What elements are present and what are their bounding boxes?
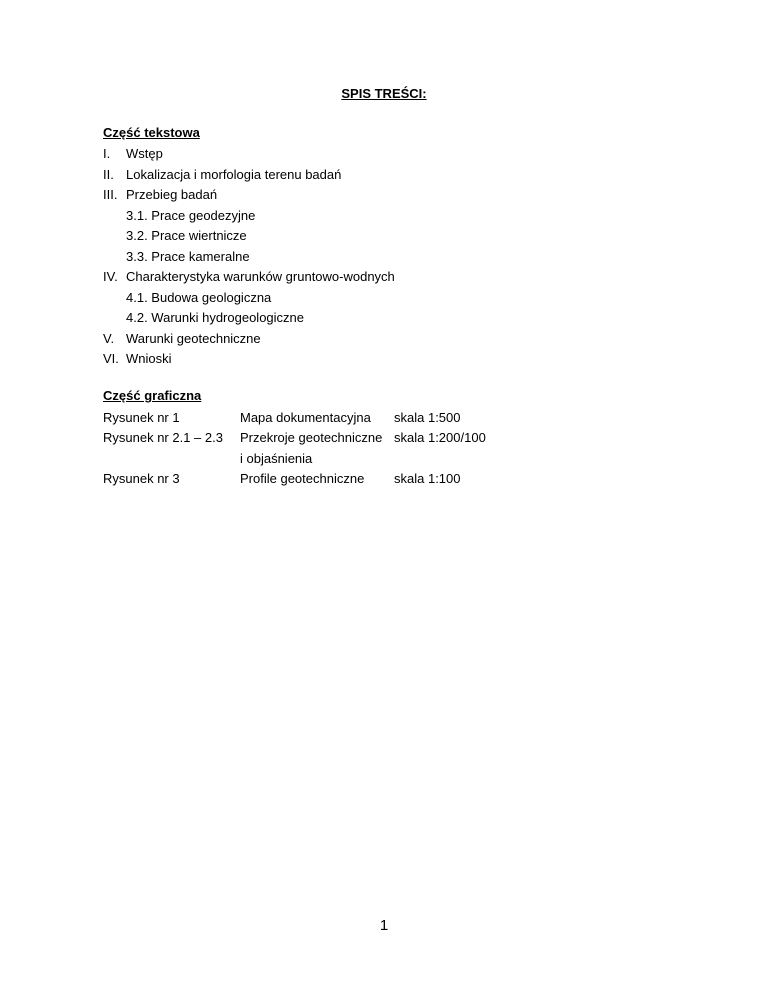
drawing-name: Profile geotechniczne: [240, 471, 365, 486]
toc-item-number: II.: [103, 167, 114, 182]
drawing-number: Rysunek nr 3: [103, 471, 180, 486]
toc-subitem: 3.2. Prace wiertnicze: [126, 228, 247, 243]
toc-item-number: IV.: [103, 269, 118, 284]
drawing-name: i objaśnienia: [240, 451, 313, 466]
drawing-scale: skala 1:100: [394, 471, 461, 486]
text-part-heading: Część tekstowa: [103, 125, 200, 140]
toc-item: [103, 167, 341, 183]
toc-item: [103, 187, 217, 203]
toc-subitem: 3.1. Prace geodezyjne: [126, 208, 256, 223]
toc-subitem: 3.3. Prace kameralne: [126, 249, 250, 264]
toc-item-label: Wnioski: [126, 351, 172, 366]
graphic-part-heading: Część graficzna: [103, 388, 202, 403]
drawing-row: [103, 471, 663, 487]
toc-item-label: Lokalizacja i morfologia terenu badań: [126, 167, 342, 182]
toc-item: [103, 146, 163, 162]
drawing-row: [103, 410, 663, 426]
drawing-row: [103, 430, 663, 446]
toc-item: [103, 351, 172, 367]
toc-item-label: Przebieg badań: [126, 187, 218, 202]
drawing-scale: skala 1:200/100: [394, 430, 486, 445]
drawing-name: Mapa dokumentacyjna: [240, 410, 371, 425]
drawing-name: Przekroje geotechniczne: [240, 430, 383, 445]
page-title: SPIS TREŚCI:: [341, 86, 427, 101]
toc-item: [103, 331, 261, 347]
toc-item-label: Wstęp: [126, 146, 163, 161]
toc-subitem: 4.1. Budowa geologiczna: [126, 290, 272, 305]
toc-subitem: 4.2. Warunki hydrogeologiczne: [126, 310, 305, 325]
page-number: 1: [379, 917, 389, 934]
toc-item-number: I.: [103, 146, 111, 161]
toc-item-label: Warunki geotechniczne: [126, 331, 261, 346]
drawing-number: Rysunek nr 1: [103, 410, 180, 425]
toc-item-number: III.: [103, 187, 118, 202]
toc-item-number: VI.: [103, 351, 119, 366]
toc-item-number: V.: [103, 331, 115, 346]
toc-item: [103, 269, 395, 285]
toc-item-label: Charakterystyka warunków gruntowo-wodnych: [126, 269, 395, 284]
drawing-scale: skala 1:500: [394, 410, 461, 425]
drawing-row: [103, 451, 663, 467]
drawing-number: Rysunek nr 2.1 – 2.3: [103, 430, 223, 445]
